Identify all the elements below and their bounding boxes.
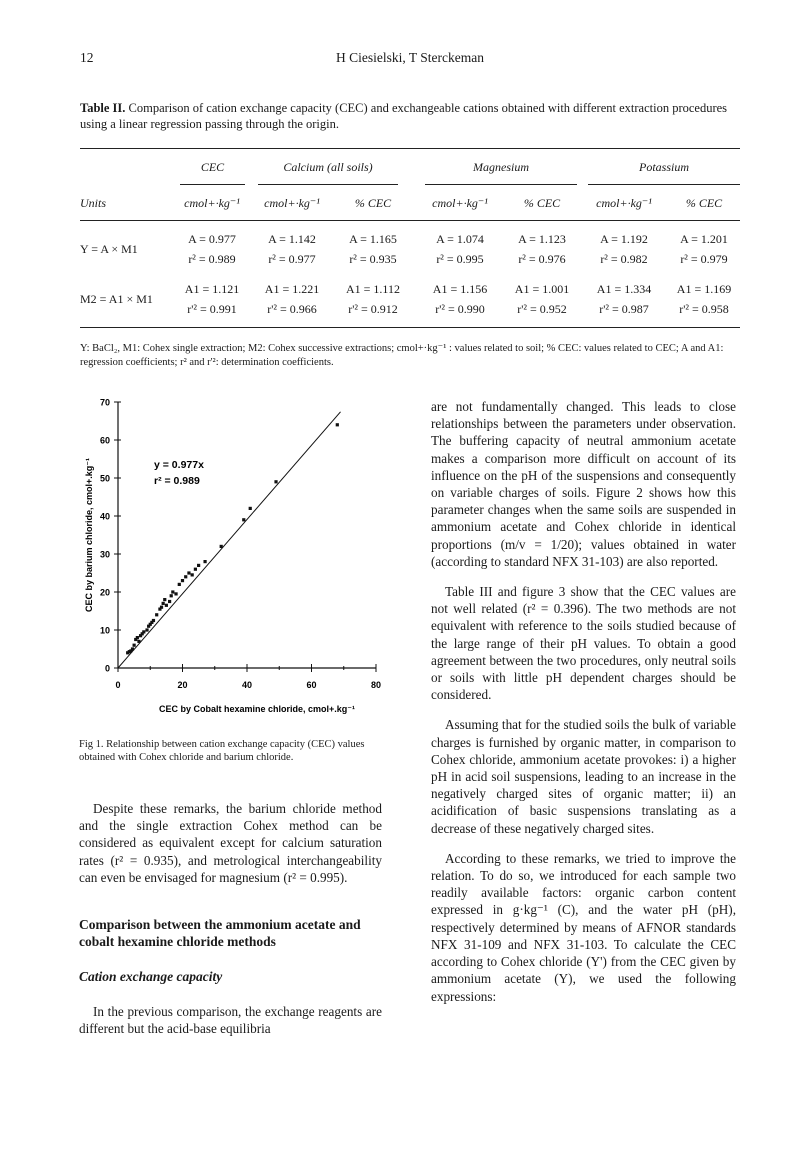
group-rule-potassium [588, 184, 740, 185]
data-point [242, 518, 245, 521]
paragraph: Assuming that for the studied soils the bulk of variable charges is furnished by organic matter, in comparison to Cohex chloride, ammonium acetate provokes: i) a higher pH in acid soil suspensions, leading to an increase in the negatively charged sites of organic matter; ii) an acidification of basic suspensions translating as a decrease of these negatively charged sites. [431, 717, 736, 836]
figure-caption: Fig 1. Relationship between cation exchange capacity (CEC) values obtained with Cohex chloride and barium chloride. [79, 739, 365, 763]
data-point [336, 423, 339, 426]
table-cell-coefficient: A1 = 1.334 [596, 282, 652, 296]
x-tick-label: 80 [370, 680, 382, 690]
table-label: Table II. [80, 101, 126, 115]
y-tick-label: 60 [99, 435, 110, 446]
table-cell-r2: r² = 0.982 [600, 252, 648, 266]
table-bottom-rule [80, 327, 740, 328]
y-tick-label: 40 [99, 511, 110, 522]
table-cell-r2: r'² = 0.991 [187, 302, 237, 316]
data-point [163, 598, 166, 601]
row-label: Y = A × M1 [80, 242, 138, 256]
group-header-cec: CEC [200, 160, 225, 174]
data-point [142, 630, 145, 633]
table-cell-r2: r'² = 0.987 [599, 302, 649, 316]
table-cell-r2: r'² = 0.912 [348, 302, 398, 316]
table-cell-coefficient: A1 = 1.121 [184, 282, 240, 296]
x-tick-label: 0 [115, 680, 121, 690]
table-cell-r2: r² = 0.979 [680, 252, 728, 266]
table-header-rule [80, 220, 740, 221]
data-point [137, 640, 140, 643]
y-tick-label: 50 [99, 473, 110, 484]
data-point [155, 613, 158, 616]
left-column [79, 800, 382, 1051]
y-axis-label: CEC by barium chloride, cmol+.kg⁻¹ [84, 457, 94, 613]
table-cell-coefficient: A1 = 1.169 [676, 282, 732, 296]
data-point [136, 636, 139, 639]
paragraph: According to these remarks, we tried to improve the relation. To do so, we introduced for each sample two readily available factors: organic carbon content expressed in g·kg⁻¹ (C), and the water pH (pH), respectively determined by means of AFNOR standards NFX 31-109 and NFX 31-103. To calculate the CEC according to Cohex chloride (Y') from the CEC given by ammonium acetate (Y), we used the following expressions: [431, 850, 736, 1004]
column-header: % CEC [523, 196, 561, 210]
column-header: cmol+·kg⁻¹ [184, 196, 240, 210]
table-cell-coefficient: A1 = 1.001 [514, 282, 570, 296]
y-tick-label: 10 [99, 625, 110, 636]
fit-r2-label: r² = 0.989 [154, 475, 200, 487]
subsection-heading: Cation exchange capacity [79, 969, 223, 985]
data-point [160, 606, 163, 609]
table-cell-coefficient: A1 = 1.112 [346, 282, 400, 296]
table-cell-r2: r'² = 0.990 [435, 302, 485, 316]
data-point [145, 628, 148, 631]
table-cell-coefficient: A = 1.192 [600, 232, 648, 246]
data-point [194, 568, 197, 571]
y-tick-label: 70 [99, 397, 110, 408]
group-header-potassium: Potassium [638, 160, 689, 174]
data-point [133, 644, 136, 647]
x-tick-label: 20 [177, 680, 188, 690]
table-caption-text: Comparison of cation exchange capacity (CEC) and exchangeable cations obtained with different extraction procedures using a linear regression passing through the origin. [80, 101, 728, 131]
data-point [168, 600, 171, 603]
data-point [174, 592, 177, 595]
running-header [80, 50, 740, 68]
paragraph: In the previous comparison, the exchange reagents are different but the acid-base equilibria [79, 1004, 382, 1037]
column-header: cmol+·kg⁻¹ [432, 196, 488, 210]
group-rule-magnesium [425, 184, 577, 185]
table-cell-coefficient: A = 1.201 [680, 232, 728, 246]
running-authors: H Ciesielski, T Sterckeman [336, 50, 484, 65]
data-point [165, 604, 168, 607]
data-point [249, 507, 252, 510]
data-point [274, 480, 277, 483]
x-axis-label: CEC by Cobalt hexamine chloride, cmol+.kg⁻¹ [158, 704, 356, 714]
column-header: % CEC [685, 196, 723, 210]
table-cell-coefficient: A = 1.165 [349, 232, 397, 246]
x-tick-label: 40 [241, 680, 253, 690]
table-cell-r2: r² = 0.989 [188, 252, 236, 266]
data-point [191, 573, 194, 576]
row-label: M2 = A1 × M1 [80, 292, 153, 306]
table-cell-r2: r² = 0.995 [436, 252, 484, 266]
data-point [162, 602, 165, 605]
right-column [431, 398, 736, 1018]
table-caption [80, 100, 740, 132]
table-cell-r2: r² = 0.935 [349, 252, 397, 266]
table-cell-r2: r'² = 0.966 [267, 302, 317, 316]
table-note: Y: BaCl₂, M1: Cohex single extraction; M2: Cohex successive extractions; cmol+·kg⁻¹ : values related to soil; % CEC: values related to CEC; A and A1: regression coefficients; r² and r'²: determination coefficients. [80, 343, 724, 368]
table-cell-coefficient: A = 1.123 [518, 232, 566, 246]
data-point [171, 590, 174, 593]
x-tick-label: 60 [306, 680, 317, 690]
paragraph: Table III and figure 3 show that the CEC values are not well related (r² = 0.396). The two methods are not equivalent with reference to the soils studied because of the large range of their pH values. To obtain a good agreement between the two procedures, only neutral soils or soils with little pH dependent charges should be considered. [431, 584, 736, 703]
table-cell-coefficient: A1 = 1.156 [432, 282, 488, 296]
y-tick-label: 20 [99, 587, 110, 598]
data-point [197, 564, 200, 567]
column-header-units: Units [80, 196, 107, 210]
group-header-magnesium: Magnesium [473, 160, 529, 174]
fit-equation-label: y = 0.977x [154, 459, 204, 471]
data-point [178, 583, 181, 586]
paragraph: Despite these remarks, the barium chloride method and the single extraction Cohex method can be considered as equivalent except for calcium saturation rates (r² = 0.935), and metrological interchangeability can even be envisaged for magnesium (r² = 0.995). [79, 801, 382, 885]
column-header: cmol+·kg⁻¹ [596, 196, 652, 210]
table-cell-r2: r² = 0.976 [518, 252, 566, 266]
data-point [184, 575, 187, 578]
regression-line [118, 412, 341, 668]
y-tick-label: 30 [99, 549, 110, 560]
column-header: cmol+·kg⁻¹ [264, 196, 320, 210]
data-point [187, 571, 190, 574]
group-header-calcium: Calcium (all soils) [283, 160, 373, 174]
table-cell-coefficient: A = 1.142 [268, 232, 316, 246]
table-cell-coefficient: A1 = 1.221 [264, 282, 320, 296]
page-number: 12 [80, 50, 94, 65]
table-cell-coefficient: A = 0.977 [188, 232, 236, 246]
table-cell-r2: r'² = 0.958 [679, 302, 729, 316]
y-tick-label: 0 [104, 663, 110, 674]
figure-1-scatter-chart [78, 392, 398, 722]
data-point [203, 560, 206, 563]
data-point [170, 594, 173, 597]
data-point [152, 619, 155, 622]
table-cell-r2: r'² = 0.952 [517, 302, 567, 316]
section-heading: Comparison between the ammonium acetate and cobalt hexamine chloride methods [79, 917, 361, 950]
table-cell-r2: r² = 0.977 [268, 252, 316, 266]
data-point [181, 579, 184, 582]
group-rule-calcium [258, 184, 398, 185]
group-rule-cec [180, 184, 245, 185]
table-cell-coefficient: A = 1.074 [436, 232, 484, 246]
column-header: % CEC [354, 196, 392, 210]
table-top-rule [80, 148, 740, 149]
data-point [220, 545, 223, 548]
paragraph: are not fundamentally changed. This leads to close relationships between the parameters under observation. The buffering capacity of neutral ammonium acetate makes a comparison more difficult on account of its influence on the pH of the suspensions and consequently on variable charges of soils. Figure 2 shows how this parameter changes when the same soils are suspended in ammonium acetate and Cohex chloride in identical proportions (m/v = 1/20); values obtained in water (according to standard NFX 31-103) are also reported. [431, 399, 736, 569]
data-point [131, 647, 134, 650]
